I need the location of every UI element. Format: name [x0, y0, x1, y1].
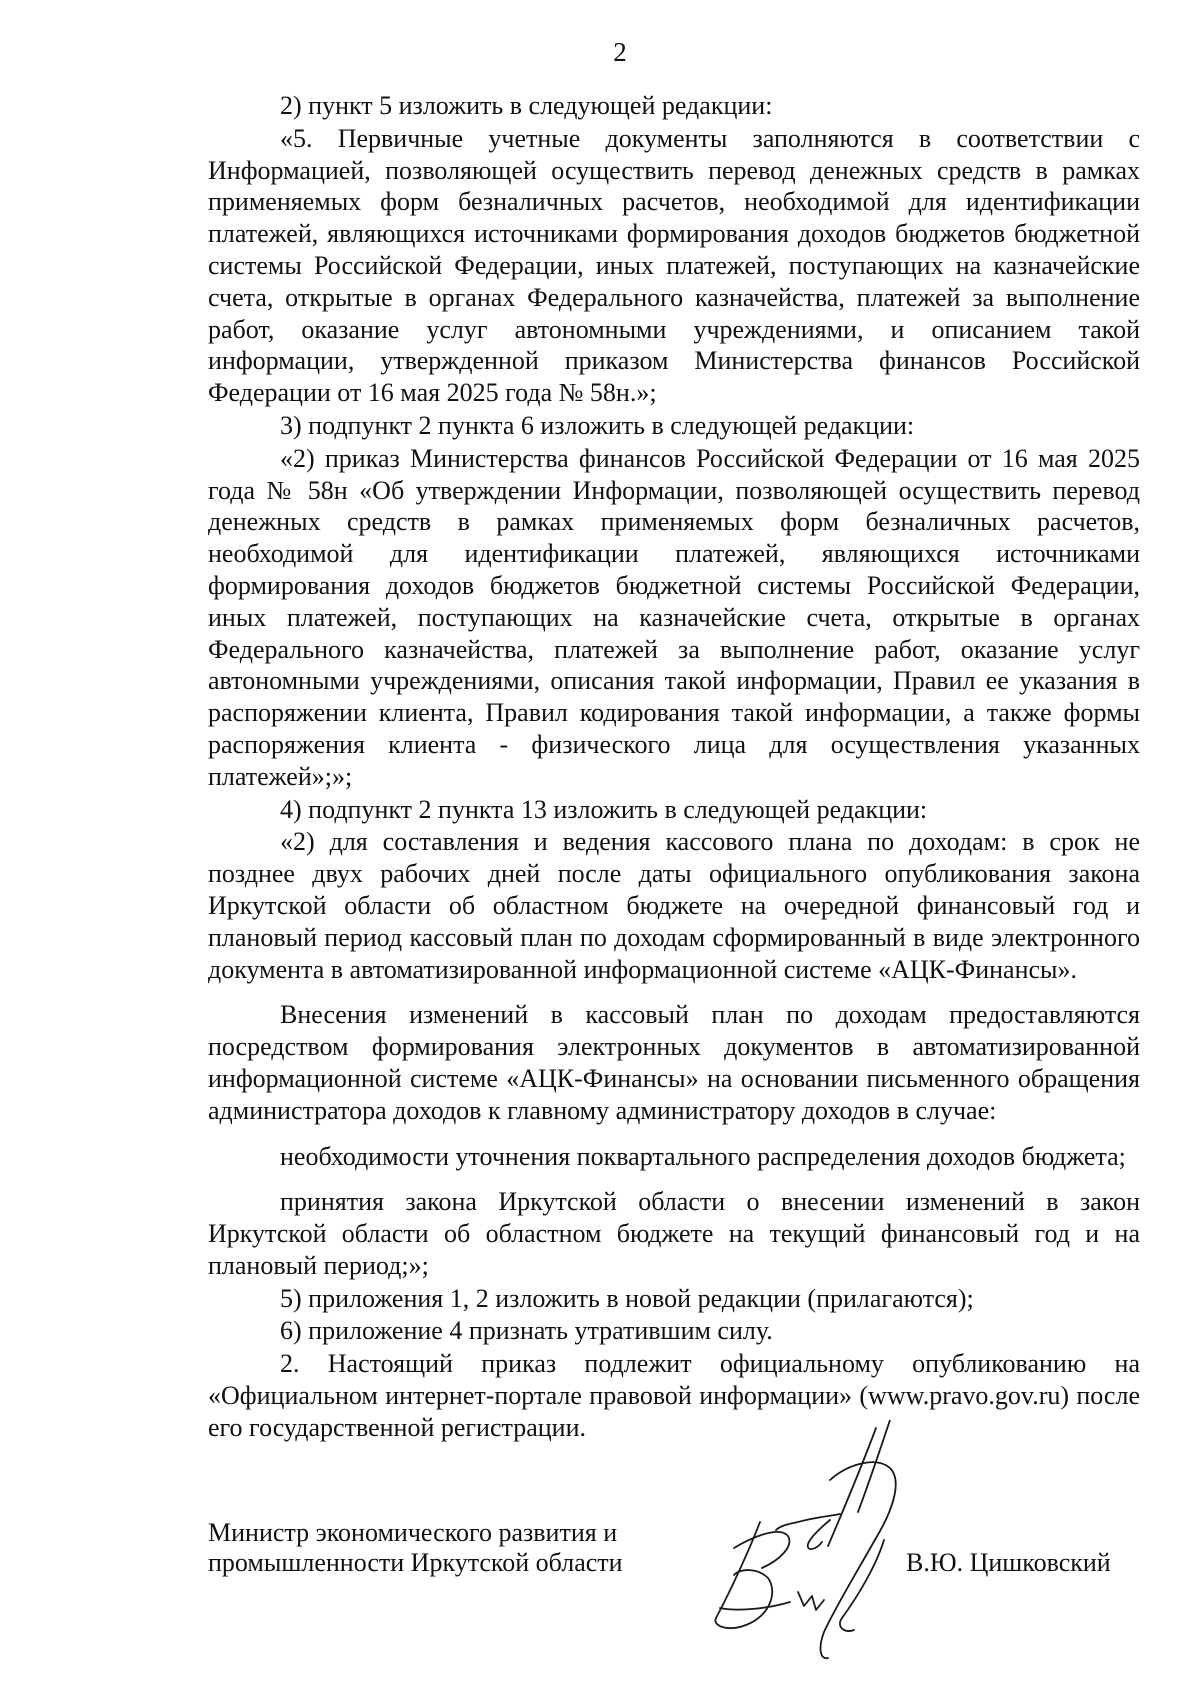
paragraph-publication: 2. Настоящий приказ подлежит официальному опубликованию на «Официальном интернет-портале правовой информации» (www.pravo.gov.ru) после его государственной регистрации. — [208, 1349, 1140, 1442]
document-body — [208, 90, 1140, 1444]
signatory-name: В.Ю. Цишковский — [906, 1548, 1111, 1577]
paragraph-subpoint-2-text: «2) приказ Министерства финансов Российской Федерации от 16 мая 2025 года № 58н «Об утверждении Информации, позволяющей осуществить перевод денежных средств в рамках применяемых форм безналичных расчетов, необходимой для идентификации платежей, являющихся источниками формирования доходов бюджетов бюджетной системы Российской Федерации, иных платежей, поступающих на казначейские счета, открытые в органах Федерального казначейства, платежей за выполнение работ, оказание услуг автономными учреждениями, описания такой информации, Правил ее указания в распоряжении клиента, Правил кодирования такой информации, а также формы распоряжения клиента - физического лица для осуществления указанных платежей»;»; — [208, 443, 1140, 791]
paragraph-clarification: необходимости уточнения поквартального распределения доходов бюджета; — [280, 1141, 1126, 1171]
paragraph-law-adoption: принятия закона Иркутской области о внесении изменений в закон Иркутской области об областном бюджете на текущий финансовый год и на плановый период;»; — [208, 1187, 1140, 1280]
paragraph-item-5: 5) приложения 1, 2 изложить в новой редакции (прилагаются); — [280, 1283, 974, 1313]
paragraph-changes-text: Внесения изменений в кассовый план по доходам предоставляются посредством формирования электронных документов в автоматизированной информационной системе «АЦК-Финансы» на основании письменного обращения администратора доходов к главному администратору доходов в случае: — [208, 1000, 1140, 1125]
signatory-position-line-1: Министр экономического развития и — [208, 1518, 618, 1547]
signatory-position — [208, 1518, 623, 1578]
paragraph-item-6: 6) приложение 4 признать утратившим силу. — [280, 1316, 773, 1346]
page-number: 2 — [613, 37, 627, 67]
paragraph-item-4-intro: 4) подпункт 2 пункта 13 изложить в следующей редакции: — [280, 794, 928, 824]
paragraph-cash-plan-text: «2) для составления и ведения кассового плана по доходам: в срок не позднее двух рабочих дней после даты официального опубликования закона Иркутской области об областном бюджете на очередной финансовый год и плановый период кассовый план по доходам сформированный в виде электронного документа в автоматизированной информационной системе «АЦК-Финансы». — [208, 827, 1140, 984]
signatory-position-line-2: промышленности Иркутской области — [208, 1548, 623, 1577]
paragraph-item-3-intro: 3) подпункт 2 пункта 6 изложить в следующей редакции: — [280, 410, 915, 440]
paragraph-point-5-text: «5. Первичные учетные документы заполняются в соответствии с Информацией, позволяющей осуществить перевод денежных средств в рамках применяемых форм безналичных расчетов, необходимой для идентификации платежей, являющихся источниками формирования доходов бюджетов бюджетной системы Российской Федерации, иных платежей, поступающих на казначейские счета, открытые в органах Федерального казначейства, платежей за выполнение работ, оказание услуг автономными учреждениями, и описанием такой информации, утвержденной приказом Министерства финансов Российской Федерации от 16 мая 2025 года № 58н.»; — [208, 123, 1140, 408]
handwritten-signature-icon — [680, 1420, 970, 1670]
paragraph-item-2-intro: 2) пункт 5 изложить в следующей редакции: — [280, 91, 773, 120]
